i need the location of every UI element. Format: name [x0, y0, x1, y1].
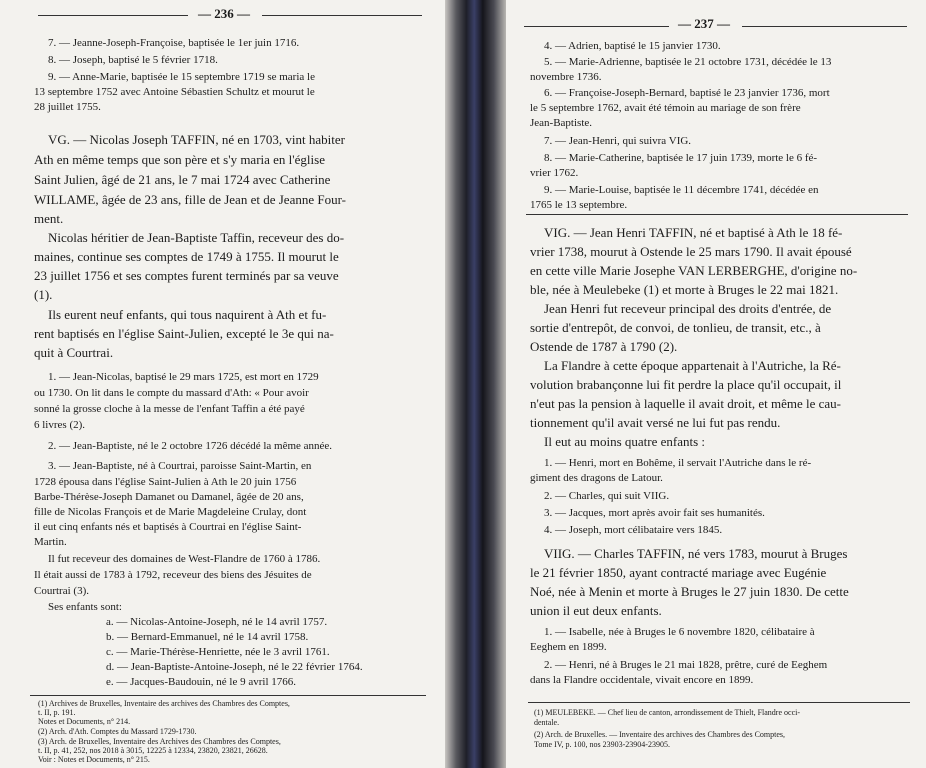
text-line: Il était aussi de 1783 à 1792, receveur des biens des Jésuites de — [34, 569, 312, 581]
list-item: b. — Bernard-Emmanuel, né le 14 avril 1758. — [106, 631, 309, 643]
text-line: 8. — Joseph, baptisé le 5 février 1718. — [48, 54, 218, 66]
text-line: VIIG. — Charles TAFFIN, né vers 1783, mourut à Bruges — [544, 546, 848, 561]
text-line: dans la Flandre occidentale, vivait encore en 1899. — [530, 674, 754, 686]
text-line: tionnement qu'il avait versé ne lui fut pas rendu. — [530, 415, 781, 430]
text-line: le 21 février 1850, ayant contracté mariage avec Eugénie — [530, 565, 827, 580]
text-line: 3. — Jacques, mort après avoir fait ses humanités. — [544, 507, 765, 519]
text-line: La Flandre à cette époque appartenait à l'Autriche, la Ré- — [544, 358, 841, 373]
text-line: Noé, née à Menin et morte à Bruges le 27 juin 1830. De cette — [530, 584, 849, 599]
text-line: 13 septembre 1752 avec Antoine Sébastien Schultz et mourut le — [34, 86, 315, 98]
list-item: e. — Jacques-Baudouin, né le 9 avril 1766. — [106, 676, 297, 688]
text-line: quit à Courtrai. — [34, 345, 114, 360]
text-line: Barbe-Thérèse-Joseph Damanet ou Damanel, âgée de 20 ans, — [34, 491, 304, 503]
footnote-rule — [528, 702, 910, 703]
text-line: volution brabançonne lui fit perdre la place qu'il occupait, il — [530, 377, 842, 392]
footnote-rule — [30, 695, 426, 696]
text-line: n'eut pas la pension à laquelle il avait droit, et même le cau- — [530, 396, 841, 411]
footnote: t. II, p. 191. — [38, 708, 76, 717]
text-line: 1765 le 13 septembre. — [530, 199, 628, 211]
text-line: (1). — [34, 287, 53, 302]
text-line: 3. — Jean-Baptiste, né à Courtrai, paroisse Saint-Martin, en — [48, 460, 312, 472]
text-line: 8. — Marie-Catherine, baptisée le 17 juin 1739, morte le 6 fé- — [544, 152, 818, 164]
text-line: 6. — Françoise-Joseph-Bernard, baptisé le 23 janvier 1736, mort — [544, 87, 830, 99]
text-line: 4. — Adrien, baptisé le 15 janvier 1730. — [544, 40, 721, 52]
text-line: 1. — Isabelle, née à Bruges le 6 novembre 1820, célibataire à — [544, 626, 815, 638]
text-line: Martin. — [34, 536, 67, 548]
page-number-left: — 236 — — [198, 6, 250, 21]
text-line: 23 juillet 1756 et ses comptes furent terminés par sa veuve — [34, 268, 339, 283]
text-line: Ostende de 1787 à 1790 (2). — [530, 339, 678, 354]
text-line: 7. — Jean-Henri, qui suivra VIG. — [544, 135, 692, 147]
footnote: t. II, p. 41, 252, nos 2018 à 3015, 12225 à 12334, 23820, 23821, 26628. — [38, 746, 268, 755]
text-line: Saint Julien, âgé de 21 ans, le 7 mai 1724 avec Catherine — [34, 172, 331, 187]
text-line: 2. — Jean-Baptiste, né le 2 octobre 1726 décédé la même année. — [48, 440, 333, 452]
text-line: 2. — Charles, qui suit VIIG. — [544, 490, 670, 502]
text-line: ment. — [34, 211, 64, 226]
text-line: novembre 1736. — [530, 71, 602, 83]
text-line: en cette ville Marie Josephe VAN LERBERGHE, d'origine no- — [530, 263, 858, 278]
text-line: 1. — Jean-Nicolas, baptisé le 29 mars 1725, est mort en 1729 — [48, 371, 319, 383]
section-rule — [526, 214, 908, 215]
list-item: c. — Marie-Thérèse-Henriette, née le 3 avril 1761. — [106, 646, 330, 658]
text-line: union il eut deux enfants. — [530, 603, 662, 618]
text-line: Ils eurent neuf enfants, qui tous naquirent à Ath et fu- — [48, 307, 327, 322]
text-line: Ath en même temps que son père et s'y maria en l'église — [34, 152, 325, 167]
text-line: 5. — Marie-Adrienne, baptisée le 21 octobre 1731, décédée le 13 — [544, 56, 832, 68]
text-line: 2. — Henri, né à Bruges le 21 mai 1828, prêtre, curé de Eeghem — [544, 659, 828, 671]
text-line: 4. — Joseph, mort célibataire vers 1845. — [544, 524, 723, 536]
footnote: (2) Arch. de Bruxelles. — Inventaire des archives des Chambres des Comptes, — [534, 730, 786, 739]
header-rule — [38, 15, 188, 16]
text-line: Jean Henri fut receveur principal des droits d'entrée, de — [544, 301, 832, 316]
footnote: dentale. — [534, 718, 560, 727]
header-rule — [262, 15, 422, 16]
footnote: Notes et Documents, n° 214. — [38, 717, 131, 726]
text-line: Nicolas héritier de Jean-Baptiste Taffin, receveur des do- — [48, 230, 345, 245]
text-line: 9. — Anne-Marie, baptisée le 15 septembre 1719 se maria le — [48, 71, 315, 83]
text-line: 6 livres (2). — [34, 419, 86, 431]
text-line: VIG. — Jean Henri TAFFIN, né et baptisé à Ath le 18 fé- — [544, 225, 843, 240]
text-line: Ses enfants sont: — [48, 601, 122, 613]
text-line: 9. — Marie-Louise, baptisée le 11 décembre 1741, décédée en — [544, 184, 819, 196]
text-line: 7. — Jeanne-Joseph-Françoise, baptisée le 1er juin 1716. — [48, 37, 300, 49]
right-page — [506, 0, 926, 768]
text-line: 1. — Henri, mort en Bohême, il servait l'Autriche dans le ré- — [544, 457, 812, 469]
text-line: ble, née à Meulebeke (1) et morte à Bruges le 22 mai 1821. — [530, 282, 839, 297]
text-line: Courtrai (3). — [34, 585, 89, 597]
text-line: il eut cinq enfants nés et baptisés à Courtrai en l'église Saint- — [34, 521, 302, 533]
text-line: vrier 1762. — [530, 167, 579, 179]
header-rule — [524, 26, 669, 27]
text-line: vrier 1738, mourut à Ostende le 25 mars 1790. Il avait épousé — [530, 244, 852, 259]
text-line: sortie d'entrepôt, de convoi, de tonlieu, de transit, etc., à — [530, 320, 821, 335]
text-line: giment des dragons de Latour. — [530, 472, 663, 484]
text-line: WILLAME, âgée de 23 ans, fille de Jean et de Jeanne Four- — [34, 192, 346, 207]
text-line: Eeghem en 1899. — [530, 641, 607, 653]
text-line: maines, continue ses comptes de 1749 à 1755. Il mourut le — [34, 249, 339, 264]
list-item: d. — Jean-Baptiste-Antoine-Joseph, né le 22 février 1764. — [106, 661, 363, 673]
header-rule — [742, 26, 907, 27]
footnote: (3) Arch. de Bruxelles, Inventaire des Archives des Chambres des Comptes, — [38, 737, 281, 746]
footnote: Voir : Notes et Documents, n° 215. — [38, 755, 150, 764]
list-item: a. — Nicolas-Antoine-Joseph, né le 14 avril 1757. — [106, 616, 328, 628]
page-number-right: — 237 — — [678, 16, 730, 31]
text-line: ou 1730. On lit dans le compte du massard d'Ath: « Pour avoir — [34, 387, 309, 399]
text-line: Il fut receveur des domaines de West-Flandre de 1760 à 1786. — [48, 553, 321, 565]
footnote: (1) Archives de Bruxelles, Inventaire des archives des Chambres des Comptes, — [38, 699, 290, 708]
footnote: (1) MEULEBEKE. — Chef lieu de canton, arrondissement de Thielt, Flandre occi- — [534, 708, 800, 717]
text-line: rent baptisés en l'église Saint-Julien, excepté le 3e qui na- — [34, 326, 334, 341]
text-line: le 5 septembre 1762, avait été témoin au mariage de son frère — [530, 102, 801, 114]
text-line: Il eut au moins quatre enfants : — [544, 434, 706, 449]
text-line: sonné la grosse cloche à la messe de l'enfant Taffin a été payé — [34, 403, 305, 415]
text-line: fille de Nicolas François et de Marie Magdeleine Crulay, dont — [34, 506, 307, 518]
left-page — [0, 0, 445, 768]
book-gutter — [445, 0, 506, 768]
footnote: Tome IV, p. 100, nos 23903-23904-23905. — [534, 740, 670, 749]
text-line: VG. — Nicolas Joseph TAFFIN, né en 1703, vint habiter — [48, 132, 345, 147]
footnote: (2) Arch. d'Ath. Comptes du Massard 1729-1730. — [38, 727, 197, 736]
text-line: 1728 épousa dans l'église Saint-Julien à Ath le 20 juin 1756 — [34, 476, 297, 488]
text-line: 28 juillet 1755. — [34, 101, 101, 113]
text-line: Jean-Baptiste. — [530, 117, 593, 129]
